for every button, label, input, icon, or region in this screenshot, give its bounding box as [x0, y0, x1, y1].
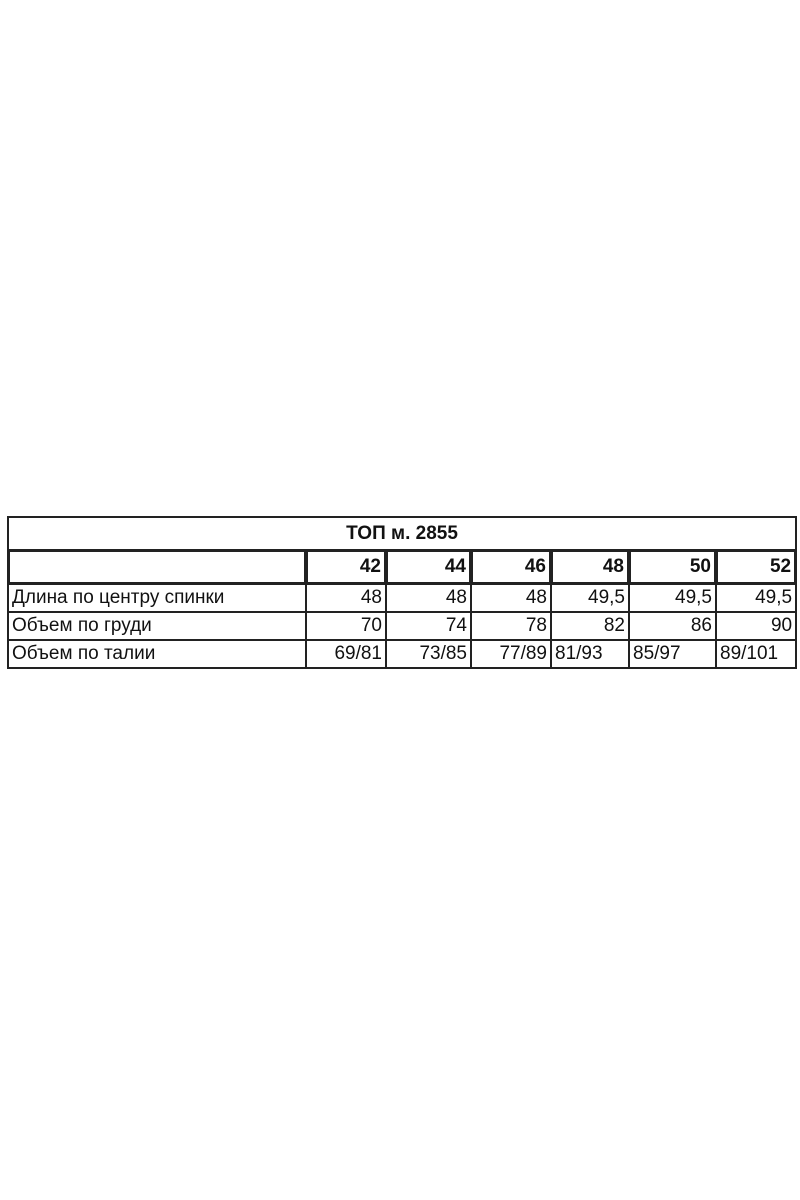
table-cell: 70: [306, 612, 386, 640]
table-cell: 89/101: [716, 640, 796, 668]
header-empty-cell: [8, 550, 306, 584]
table-cell: 48: [306, 584, 386, 612]
table-cell: 77/89: [471, 640, 551, 668]
table-row: [8, 612, 796, 640]
table-cell: 78: [471, 612, 551, 640]
size-chart-sheet: [7, 516, 795, 669]
table-row: [8, 584, 796, 612]
size-header-cell: 44: [386, 550, 471, 584]
table-cell: 49,5: [629, 584, 716, 612]
size-header-cell: 52: [716, 550, 796, 584]
title-row: [8, 517, 796, 550]
row-label: Объем по груди: [8, 612, 306, 640]
row-label: Длина по центру спинки: [8, 584, 306, 612]
table-cell: 69/81: [306, 640, 386, 668]
table-cell: 48: [386, 584, 471, 612]
table-row: [8, 640, 796, 668]
table-cell: 49,5: [716, 584, 796, 612]
table-cell: 49,5: [551, 584, 629, 612]
size-header-cell: 48: [551, 550, 629, 584]
size-header-row: [8, 550, 796, 584]
size-header-cell: 50: [629, 550, 716, 584]
size-header-cell: 42: [306, 550, 386, 584]
table-cell: 90: [716, 612, 796, 640]
row-label: Объем по талии: [8, 640, 306, 668]
table-cell: 74: [386, 612, 471, 640]
table-cell: 81/93: [551, 640, 629, 668]
table-cell: 82: [551, 612, 629, 640]
table-cell: 48: [471, 584, 551, 612]
table-cell: 85/97: [629, 640, 716, 668]
table-title: ТОП м. 2855: [8, 517, 796, 550]
table-cell: 86: [629, 612, 716, 640]
size-chart-table: [7, 516, 797, 669]
table-cell: 73/85: [386, 640, 471, 668]
size-header-cell: 46: [471, 550, 551, 584]
